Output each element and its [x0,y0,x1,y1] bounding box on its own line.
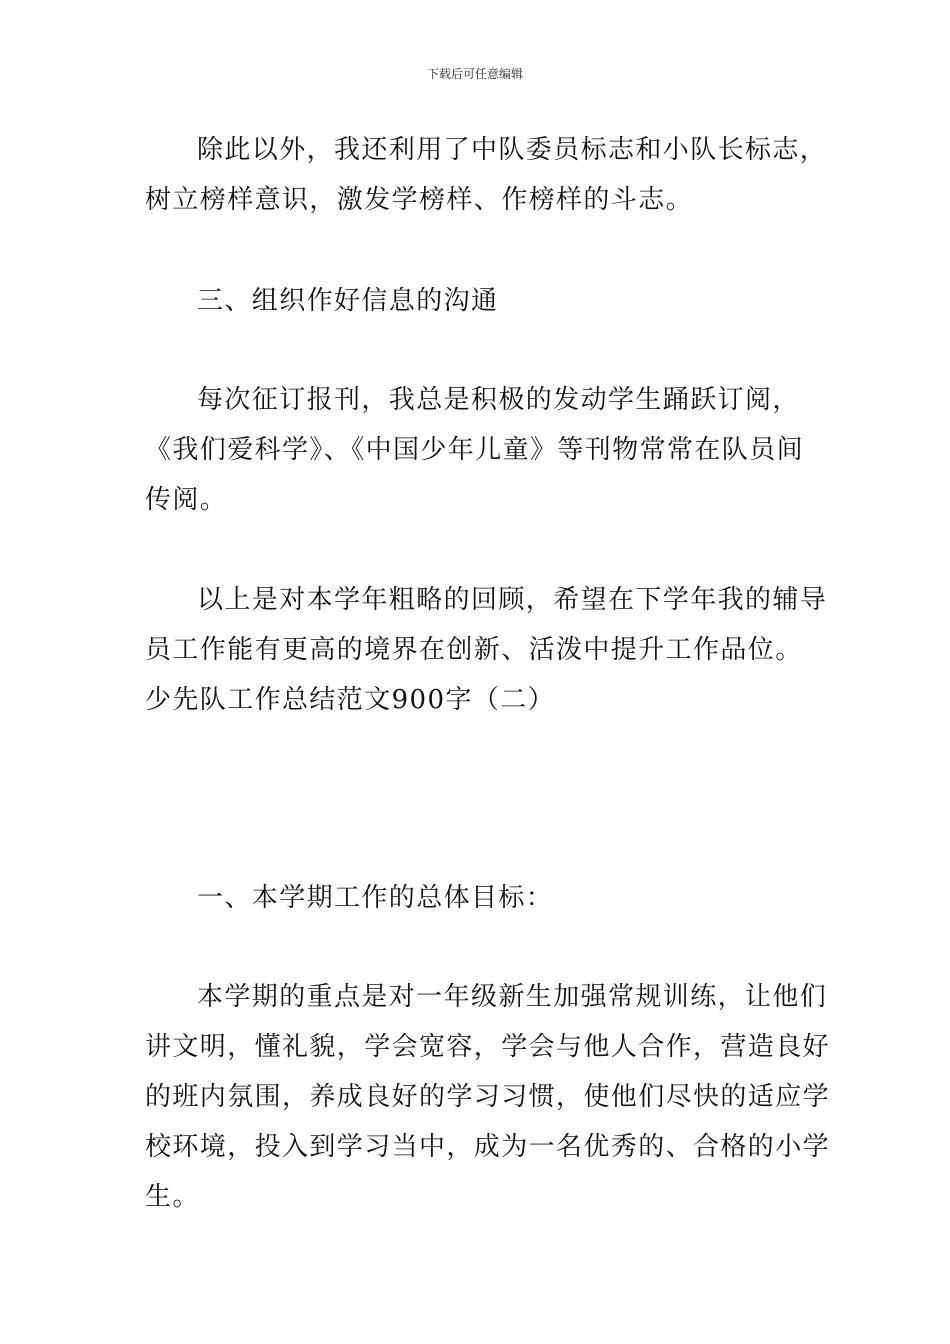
text-line: 本学期的重点是对一年级新生加强常规训练，让他们 [197,982,828,1012]
paragraph-4 [145,972,831,1222]
text-line: 三、组织作好信息的沟通 [197,286,499,316]
text-line: 除此以外，我还利用了中队委员标志和小队长标志， [197,135,828,165]
text-line: 生。 [145,1182,200,1212]
text-line: 讲文明，懂礼貌，学会宽容，学会与他人合作，营造良好 [145,1032,831,1062]
paragraph-1 [145,125,828,225]
section-heading-3 [145,276,815,326]
text-line: 校环境，投入到学习当中，成为一名优秀的、合格的小学 [145,1132,831,1162]
text-line: 每次征订报刊，我总是积极的发动学生踊跃订阅， [197,385,800,415]
text-line: 一、本学期工作的总体目标： [197,883,554,913]
document-subtitle: 少先队工作总结范文900字（二） [145,685,556,715]
text-line: 的班内氛围，养成良好的学习习惯，使他们尽快的适应学 [145,1082,831,1112]
text-line: 员工作能有更高的境界在创新、活泼中提升工作品位。 [145,635,803,665]
text-line: 传阅。 [145,485,228,515]
text-line: 树立榜样意识，激发学榜样、作榜样的斗志。 [145,185,694,215]
paragraph-2 [145,375,815,525]
text-line: 以上是对本学年粗略的回顾，希望在下学年我的辅导 [197,585,828,615]
paragraph-3 [145,575,828,725]
section-heading-1 [145,873,815,923]
page-header: 下载后可任意编辑 [426,67,523,81]
text-line: 《我们爱科学》、《中国少年儿童》等刊物常常在队员间 [145,435,805,465]
